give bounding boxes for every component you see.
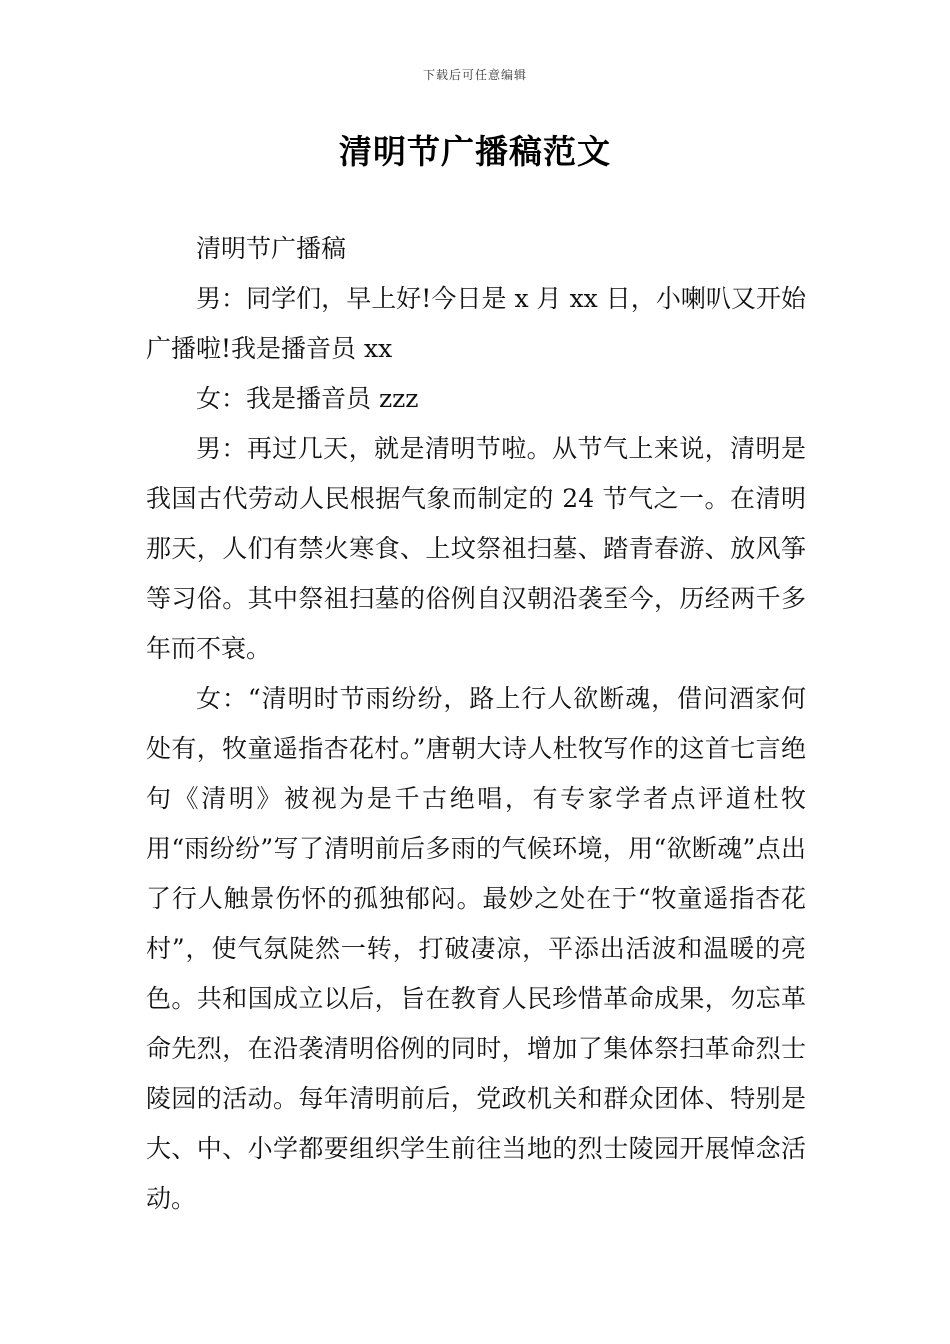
header-note: 下载后可任意编辑 xyxy=(422,68,527,82)
paragraph-female-poem: 女：“清明时节雨纷纷，路上行人欲断魂，借问酒家何处有，牧童遥指杏花村。”唐朝大诗人杜牧写作的这首七言绝句《清明》被视为是千古绝唱，有专家学者点评道杜牧用“雨纷纷”写了清明前后多雨的气候环境，用“欲断魂”点出了行人触景伤怀的孤独郁闷。最妙之处在于“牧童遥指杏花村”，使气氛陡然一转，打破凄凉，平添出活波和温暖的亮色。共和国成立以后，旨在教育人民珍惜革命成果，勿忘革命先烈，在沿袭清明俗例的同时，增加了集体祭扫革命烈士陵园的活动。每年清明前后，党政机关和群众团体、特别是大、中、小学都要组织学生前往当地的烈士陵园开展悼念活动。 xyxy=(146,684,806,1213)
paragraph-female-intro: 女：我是播音员 zzz xyxy=(196,384,419,413)
paragraph-male-solar-term: 男：再过几天，就是清明节啦。从节气上来说，清明是我国古代劳动人民根据气象而制定的 24 节气之一。在清明那天，人们有禁火寒食、上坟祭祖扫墓、踏青春游、放风筝等习俗。其中祭祖扫墓的俗例自汉朝沿袭至今，历经两千多年而不衰。 xyxy=(146,434,806,663)
paragraph-male-greeting: 男：同学们，早上好!今日是 x 月 xx 日，小喇叭又开始广播啦!我是播音员 xx xyxy=(146,284,806,363)
document-title: 清明节广播稿范文 xyxy=(339,132,611,171)
paragraph-subtitle: 清明节广播稿 xyxy=(196,234,347,263)
document-body xyxy=(146,224,806,1224)
